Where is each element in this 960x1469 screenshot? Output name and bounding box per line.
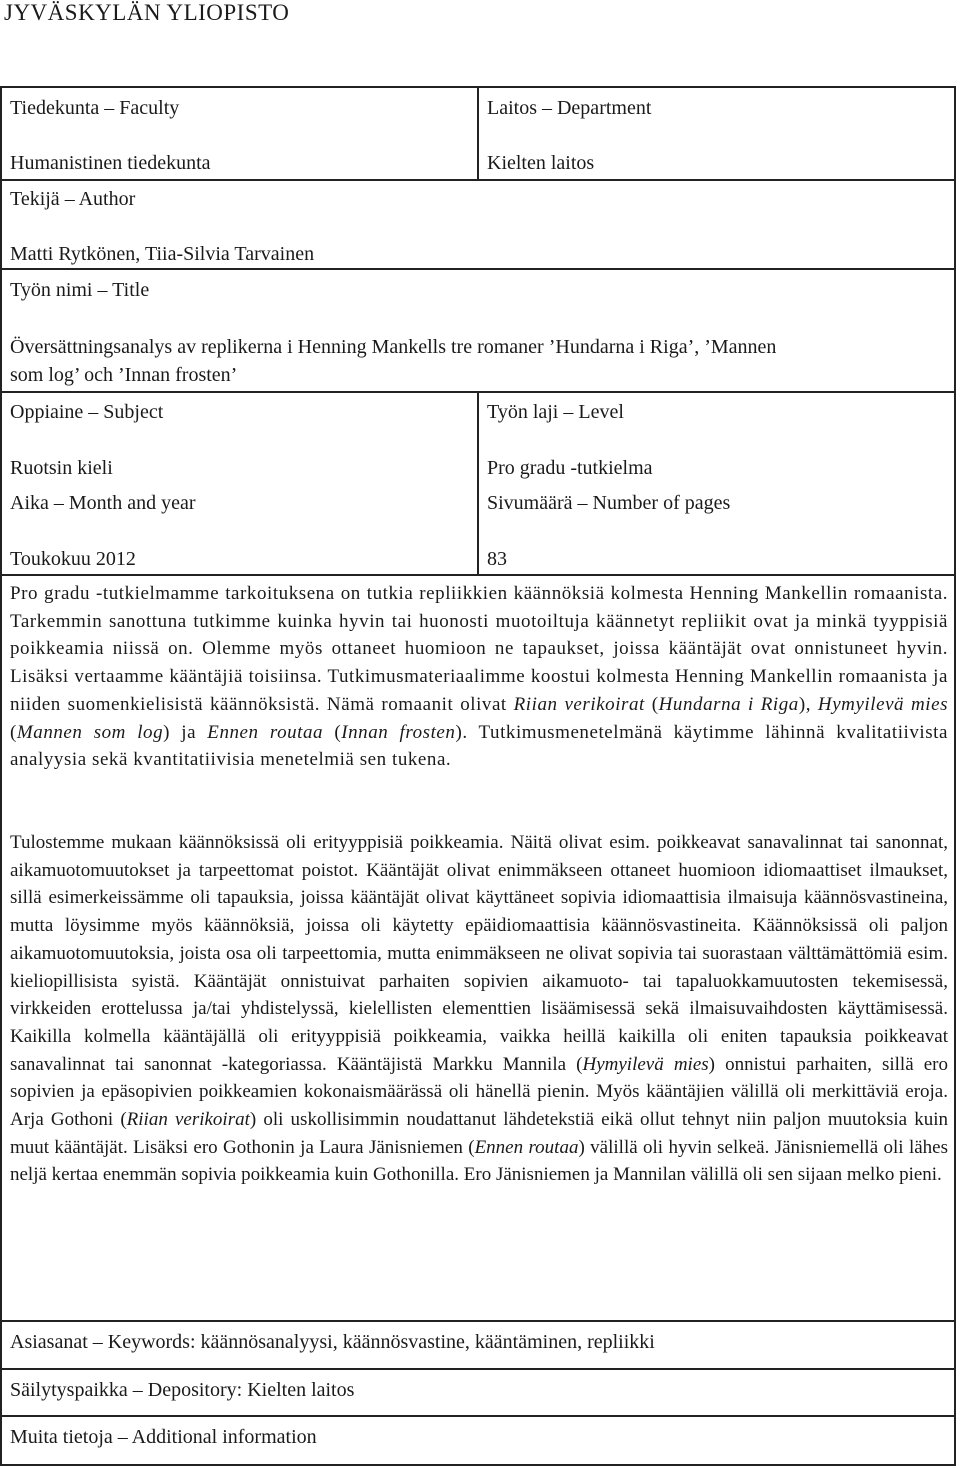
date-value: Toukokuu 2012 — [10, 548, 136, 570]
additional-info-field: Muita tietoja – Additional information — [10, 1426, 317, 1448]
book-title: Hymyilevä mies — [817, 693, 949, 715]
title-line-2: som log’ och ’Innan frosten’ — [10, 364, 238, 386]
divider — [0, 1415, 956, 1417]
university-name: JYVÄSKYLÄN YLIOPISTO — [4, 0, 290, 25]
book-title: Ennen routaa — [474, 1136, 579, 1158]
column-divider — [477, 392, 479, 574]
column-divider — [477, 87, 479, 179]
book-title: Innan frosten — [341, 721, 456, 743]
abstract-paragraph-1: Pro gradu -tutkielmamme tarkoituksena on tutkia repliikkien käännöksiä kolmesta Henning Mankellin romaanista. Tarkemmin sanottuna tutkimme kuinka hyvin tai huonosti muotoiltuja käännetyt repliikit ovat ja minkä tyyppisiä poikkeamia niissä on. Olemme myös ottaneet huomioon ne tapaukset, joissa kääntäjät ovat onnistuneet hyvin. Lisäksi vertaamme kääntäjiä toisiinsa. Tutkimusmateriaalimme koostui kolmesta Henning Mankellin romaanista ja niiden suomenkielisistä käännöksistä. Nämä romaanit olivat Riian verikoirat (Hundarna i Riga), Hymyilevä mies (Mannen som log) ja Ennen routaa (Innan frosten). Tutkimusmenetelmänä käytimme lähinnä kvalitatiivista analyysia sekä kvantitatiivisia menetelmiä sen tukena. — [10, 583, 949, 771]
abstract-paragraph-2: Tulostemme mukaan käännöksissä oli erityyppisiä poikkeamia. Näitä olivat esim. poikkeavat sanavalinnat tai sanonnat, aikamuotomuutokset ja tarpeettomat poistot. Kääntäjät olivat enimmäkseen ottaneet huomioon idiomaattiset ilmaukset, sillä esimerkeissämme oli tapauksia, joissa kääntäjät olivat käyttäneet sopivia idiomaattisia ilmaisuja käännösvastineina, mutta löysimme myös käännöksiä, joissa oli käytetty epäidiomaattisia käännösvastineita. Käännöksissä oli paljon aikamuotomuutoksia, joista osa oli tarpeettomia, mutta enimmäkseen ne olivat sopivia tai suorastaan välttämättömiä esim. kieliopillisista syistä. Kääntäjät onnistuivat parhaiten sopivien aikamuoto- tai tapaluokkamuutosten tekemisessä, virkkeiden erottelussa ja/tai yhdistelyssä, kielellisten elementtien lisäämisessä sekä ilmaisuvaihdosten käyttämisessä. Kaikilla kolmella kääntäjällä oli erityyppisiä poikkeamia, vaikka heillä kaikilla oli eniten tapauksia poikkeavat sanavalinnat tai sanonnat -kategoriassa. Kääntäjistä Markku Mannila (Hymyilevä mies) onnistui parhaiten, sillä ero sopivien ja epäsopivien poikkeamien kokonaismäärässä oli hänellä pienin. Myös kääntäjien välillä oli merkittäviä eroja. Arja Gothoni (Riian verikoirat) oli uskollisimmin noudattanut lähdetekstiä eikä ollut tehnyt niin paljon muutoksia kuin muut kääntäjät. Lisäksi ero Gothonin ja Laura Jänisniemen (Ennen routaa) välillä oli hyvin selkeä. Jänisniemellä oli lähes neljä kertaa enemmän sopivia poikkeamia kuin Gothonilla. Ero Jänisniemen ja Mannilan välillä oli sen sijaan melko pieni. — [10, 832, 948, 1186]
title-label: Työn nimi – Title — [10, 279, 150, 301]
department-label: Laitos – Department — [487, 97, 652, 119]
divider — [0, 574, 956, 576]
book-title: Mannen som log — [16, 721, 164, 743]
author-value: Matti Rytkönen, Tiia-Silvia Tarvainen — [10, 243, 315, 265]
subject-value: Ruotsin kieli — [10, 457, 113, 479]
divider — [0, 179, 956, 181]
book-title: Hundarna i Riga — [658, 693, 799, 715]
subject-label: Oppiaine – Subject — [10, 401, 164, 423]
pages-label: Sivumäärä – Number of pages — [487, 492, 731, 514]
author-label: Tekijä – Author — [10, 188, 136, 210]
keywords-field: Asiasanat – Keywords: käännösanalyysi, käännösvastine, kääntäminen, repliikki — [10, 1331, 655, 1353]
date-label: Aika – Month and year — [10, 492, 196, 514]
faculty-label: Tiedekunta – Faculty — [10, 97, 180, 119]
level-value: Pro gradu -tutkielma — [487, 457, 653, 479]
department-value: Kielten laitos — [487, 152, 595, 174]
depository-field: Säilytyspaikka – Depository: Kielten laitos — [10, 1379, 355, 1401]
faculty-value: Humanistinen tiedekunta — [10, 152, 211, 174]
book-title: Hymyilevä mies — [582, 1053, 709, 1075]
book-title: Riian verikoirat — [513, 693, 645, 715]
pages-value: 83 — [487, 548, 507, 570]
divider — [0, 1368, 956, 1370]
divider — [0, 1320, 956, 1322]
book-title: Riian verikoirat — [126, 1109, 250, 1131]
level-label: Työn laji – Level — [487, 401, 624, 423]
divider — [0, 268, 956, 270]
title-line-1: Översättningsanalys av replikerna i Henning Mankells tre romaner ’Hundarna i Riga’, ’Mannen — [10, 336, 777, 358]
book-title: Ennen routaa — [207, 721, 324, 743]
